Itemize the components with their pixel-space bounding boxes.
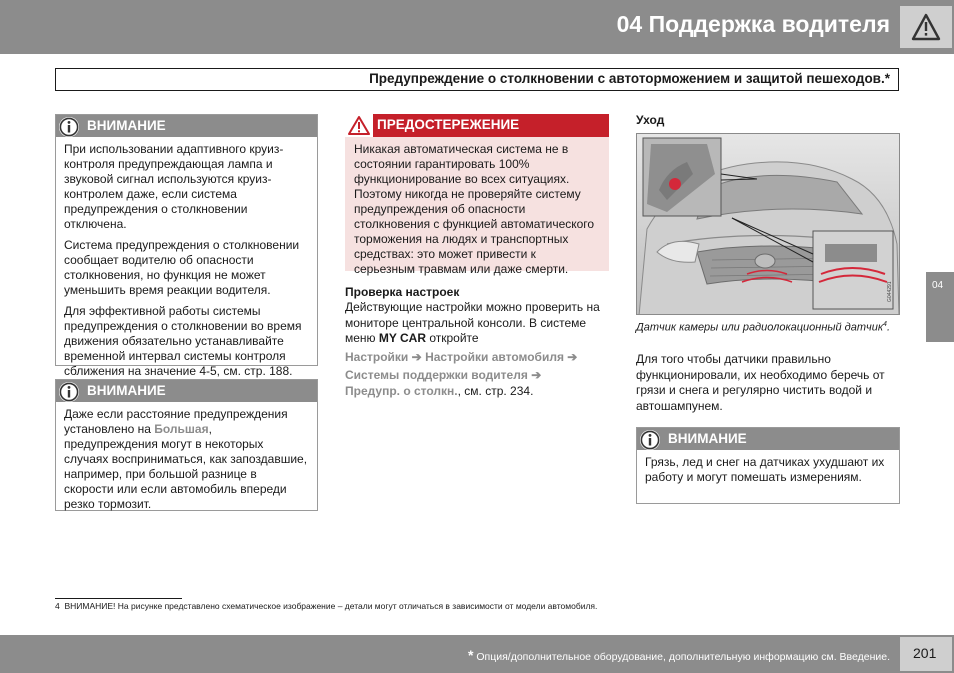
note-header — [56, 380, 317, 402]
info-icon — [58, 116, 80, 138]
footer-note-text: Опция/дополнительное оборудование, дополнительную информацию см. Введение. — [476, 651, 890, 663]
setting-value-highlight: Большая — [154, 422, 209, 436]
care-text: Для того чтобы датчики правильно функционировали, их необходимо беречь от грязи и снега и регулярно чистить водой и автошампунем. — [636, 352, 885, 413]
menu-path-item: Настройки автомобиля — [425, 349, 564, 364]
menu-path — [345, 368, 610, 384]
caption-end: . — [886, 321, 890, 334]
page-number: 201 — [913, 645, 937, 661]
note-label: ВНИМАНИЕ — [87, 383, 166, 398]
caption-text: Датчик камеры или радиолокационный датчик — [636, 321, 884, 334]
attention-note-1 — [55, 114, 318, 378]
footnote-marker: 4 — [883, 321, 887, 328]
footnote-divider — [55, 598, 182, 599]
menu-path-item: Системы поддержки водителя — [345, 368, 528, 382]
attention-note-2 — [55, 379, 318, 511]
note-body — [56, 137, 317, 385]
arrow-right-icon: ➔ — [567, 349, 578, 364]
settings-intro: Действующие настройки можно проверить на мониторе центральной консоли. В системе меню — [345, 300, 600, 345]
danger-text: Никакая автоматическая система не в состоянии гарантировать 100% функционирование во всех ситуациях. Поэтому никогда не проверяйте систему предупреждения об опасности столкновения с функцией автоматического торможения на людях и транспортных средствах: это может привести к серьезным травмам или даже смерти. — [354, 142, 595, 276]
section-header — [55, 68, 899, 91]
chapter-side-tab — [926, 272, 954, 342]
danger-warning-box — [345, 114, 609, 276]
note-paragraph: Грязь, лед и снег на датчиках ухудшают их работу и могут помешать измерениям. — [645, 455, 885, 484]
menu-path — [345, 350, 610, 366]
figure-code: G044291 — [887, 281, 893, 302]
figure-caption — [636, 318, 900, 335]
note-header — [637, 428, 899, 450]
note-paragraph: При использовании адаптивного круиз-контроля предупреждающая лампа и звуковой сигнал используются круиз-контролем даже, если система предупреждения о столкновении отключена. — [64, 142, 284, 231]
car-sensor-figure — [636, 133, 900, 315]
note-body — [56, 402, 317, 518]
page-number-box — [900, 637, 952, 671]
section-title: Предупреждение о столкновении с автоторможением и защитой пешеходов.* — [369, 71, 890, 86]
warning-triangle-icon — [900, 6, 952, 48]
note-label: ВНИМАНИЕ — [668, 431, 747, 446]
menu-path — [345, 384, 610, 400]
arrow-right-icon: ➔ — [531, 368, 542, 382]
note-paragraph: Для эффективной работы системы предупреждения о столкновении во время движения обязательно устанавливайте временной интервал системы контроля сближения на значение 4-5, см. стр. 188. — [64, 304, 302, 378]
danger-label: ПРЕДОСТЕРЕЖЕНИЕ — [377, 117, 520, 132]
settings-intro-end: откройте — [426, 331, 479, 345]
car-front-illustration — [637, 134, 900, 315]
warning-triangle-icon — [345, 114, 373, 137]
menu-name: MY CAR — [378, 331, 427, 345]
menu-path-item: Настройки — [345, 349, 409, 364]
footnote — [55, 601, 597, 611]
menu-path-item: Предупр. о столкн. — [345, 383, 458, 398]
chapter-tab-number: 04 — [932, 280, 944, 291]
option-star-icon: * — [467, 647, 474, 663]
settings-heading: Проверка настроек — [345, 285, 460, 299]
note-text: , предупреждения могут в некоторых случаях восприниматься, как запоздавшие, например, при большой разнице в скорости или если автомобиль впереди резко тормозит. — [64, 422, 308, 511]
arrow-right-icon: ➔ — [411, 349, 422, 364]
footnote-number: 4 — [55, 601, 60, 611]
note-body — [637, 450, 899, 491]
note-label: ВНИМАНИЕ — [87, 118, 166, 133]
footnote-text: ВНИМАНИЕ! На рисунке представлено схематическое изображение – детали могут отличаться в зависимости от модели автомобиля. — [64, 601, 598, 611]
page-reference: , см. стр. 234. — [457, 383, 534, 398]
note-header — [56, 115, 317, 137]
note-paragraph: Система предупреждения о столкновении сообщает водителю об опасности столкновения, но функция не может уменьшить время реакции водителя. — [64, 238, 300, 297]
chapter-header-bar — [0, 0, 954, 54]
attention-note-3 — [636, 427, 900, 504]
note-text: Даже если расстояние предупреждения установлено на — [64, 407, 288, 436]
note-paragraph — [64, 407, 309, 512]
chapter-title: 04 Поддержка водителя — [616, 11, 890, 37]
footer-bar — [0, 635, 954, 673]
settings-text — [345, 300, 610, 399]
info-icon — [58, 381, 80, 403]
footer-note — [468, 647, 890, 663]
care-heading: Уход — [636, 113, 665, 127]
danger-header — [345, 114, 609, 137]
info-icon — [639, 429, 661, 451]
